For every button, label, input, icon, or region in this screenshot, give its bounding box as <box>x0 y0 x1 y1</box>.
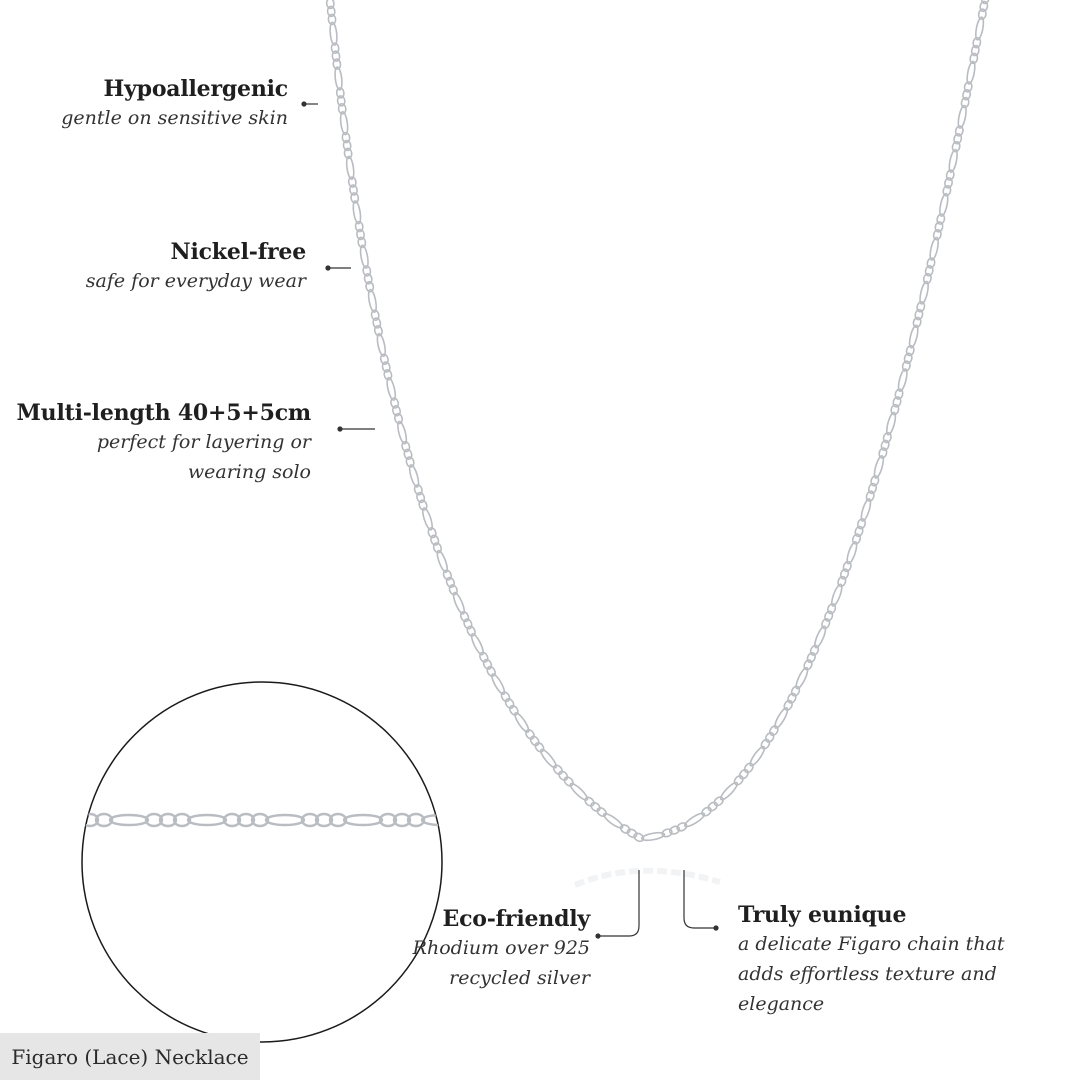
feature-description: gentle on sensitive skin <box>61 107 288 129</box>
zoom-short-link <box>68 814 84 826</box>
chain-long-link <box>897 368 909 392</box>
feature-title: Eco-friendly <box>442 906 590 932</box>
callout-dot-nickel-free <box>326 266 330 270</box>
feature-title: Nickel-free <box>170 239 306 265</box>
chain-long-link <box>974 17 985 41</box>
chain-short-link <box>738 768 750 780</box>
callout-dot-eco-friendly <box>596 934 600 938</box>
chain-long-link <box>345 156 355 180</box>
product-name: Figaro (Lace) Necklace <box>11 1044 249 1069</box>
product-name-badge <box>0 1033 260 1080</box>
feature-title: Multi-length 40+5+5cm <box>16 400 311 426</box>
chain-long-link <box>329 22 338 46</box>
chain-long-link <box>966 61 977 85</box>
chain-long-link <box>339 111 348 135</box>
chain-long-link <box>948 149 959 173</box>
chain-long-link <box>641 831 665 841</box>
callout-dot-hypoallergenic <box>302 102 306 106</box>
chain-short-link <box>707 801 719 813</box>
chain-long-link <box>359 245 369 269</box>
chain-short-link <box>557 770 569 782</box>
callout-line-eco-friendly <box>598 870 639 936</box>
chain-long-link <box>396 421 408 445</box>
chain-reflection <box>575 871 720 885</box>
chain-short-link <box>589 801 601 813</box>
feature-title: Hypoallergenic <box>103 76 288 102</box>
feature-title: Truly eunique <box>738 902 907 928</box>
chain-long-link <box>918 281 929 305</box>
chain-short-link <box>713 795 725 807</box>
chain-long-link <box>957 105 968 129</box>
chain-short-link <box>563 775 575 787</box>
feature-description: perfect for layering or <box>96 431 311 453</box>
chain-long-link <box>385 377 397 401</box>
chain-long-link <box>908 325 920 349</box>
chain-long-link <box>929 237 940 261</box>
chain-short-link <box>534 741 546 753</box>
feature-description: adds effortless texture and <box>738 963 997 985</box>
feature-description: a delicate Figaro chain that <box>738 933 1005 955</box>
feature-description: safe for everyday wear <box>85 270 306 292</box>
feature-description: Rhodium over 925 <box>412 937 590 959</box>
chain-long-link <box>885 412 897 436</box>
feature-description: wearing solo <box>187 461 311 483</box>
chain-long-link <box>367 289 378 313</box>
chain-short-link <box>583 796 595 808</box>
feature-hypoallergenic <box>0 75 288 133</box>
callout-dot-truly-eunique <box>714 926 718 930</box>
feature-truly-eunique <box>738 901 1038 1019</box>
chain-short-link <box>596 806 608 818</box>
chain-long-link <box>376 333 387 357</box>
feature-nickel-free <box>0 238 306 296</box>
feature-description: elegance <box>738 993 825 1015</box>
chain-short-link <box>700 806 712 818</box>
feature-description: recycled silver <box>449 967 590 989</box>
chain-short-link <box>552 764 564 776</box>
chain-short-link <box>733 774 745 786</box>
feature-eco-friendly <box>290 905 590 993</box>
necklace-chain <box>326 0 990 843</box>
chain-long-link <box>352 200 362 224</box>
callout-dot-multi-length <box>338 427 342 431</box>
chain-short-link <box>743 762 755 774</box>
feature-multi-length <box>0 399 311 487</box>
chain-long-link <box>334 67 343 91</box>
chain-long-link <box>938 193 949 217</box>
